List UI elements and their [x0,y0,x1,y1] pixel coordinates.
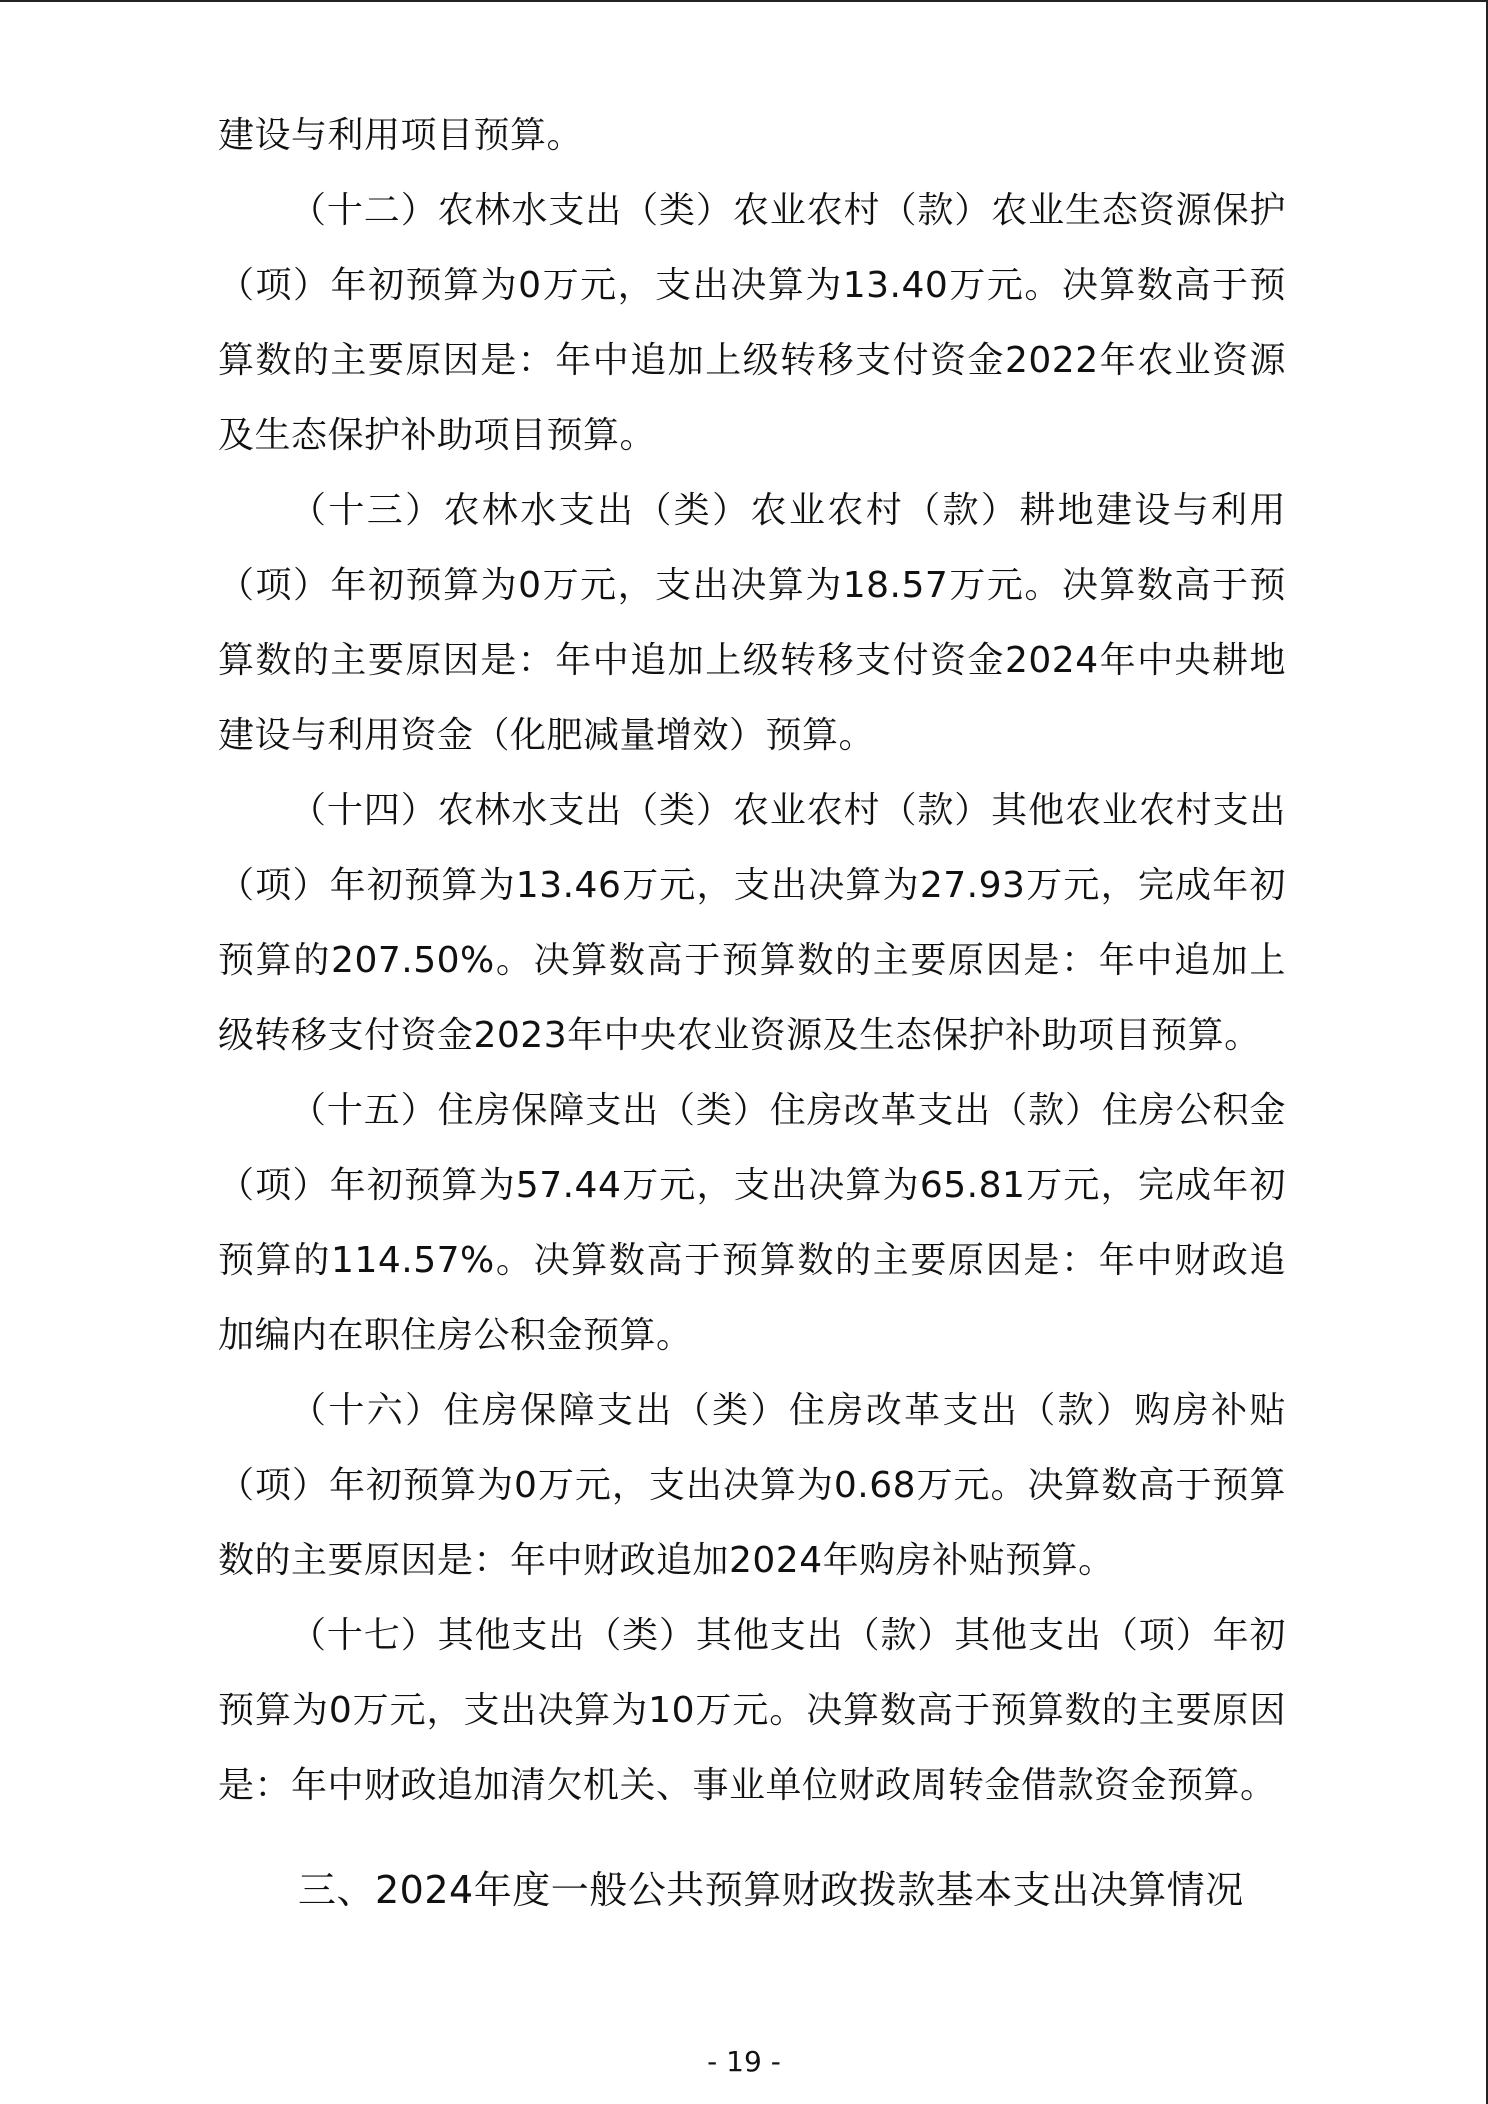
paragraph-item-17: （十七）其他支出（类）其他支出（款）其他支出（项）年初预算为0万元，支出决算为10万元。决算数高于预算数的主要原因是：年中财政追加清欠机关、事业单位财政周转金借款资金预算。 [218,1615,1286,1806]
paragraph-item-15: （十五）住房保障支出（类）住房改革支出（款）住房公积金（项）年初预算为57.44万元，支出决算为65.81万元，完成年初预算的114.57%。决算数高于预算数的主要原因是：年中财政追加编内在职住房公积金预算。 [218,1090,1286,1356]
page-number: - 19 - [707,2045,781,2078]
section-heading: 三、2024年度一般公共预算财政拨款基本支出决算情况 [298,1868,1244,1912]
paragraph-item-14: （十四）农林水支出（类）农业农村（款）其他农业农村支出（项）年初预算为13.46万元，支出决算为27.93万元，完成年初预算的207.50%。决算数高于预算数的主要原因是：年中追加上级转移支付资金2023年中央农业资源及生态保护补助项目预算。 [218,790,1286,1056]
paragraph-item-13: （十三）农林水支出（类）农业农村（款）耕地建设与利用（项）年初预算为0万元，支出决算为18.57万元。决算数高于预算数的主要原因是：年中追加上级转移支付资金2024年中央耕地建设与利用资金（化肥减量增效）预算。 [218,490,1286,756]
paragraph-item-16: （十六）住房保障支出（类）住房改革支出（款）购房补贴（项）年初预算为0万元，支出决算为0.68万元。决算数高于预算数的主要原因是：年中财政追加2024年购房补贴预算。 [218,1390,1286,1581]
paragraph-continuation: 建设与利用项目预算。 [218,115,584,156]
document-body [218,98,1286,1928]
paragraph-item-12: （十二）农林水支出（类）农业农村（款）农业生态资源保护（项）年初预算为0万元，支出决算为13.40万元。决算数高于预算数的主要原因是：年中追加上级转移支付资金2022年农业资源及生态保护补助项目预算。 [218,190,1286,456]
